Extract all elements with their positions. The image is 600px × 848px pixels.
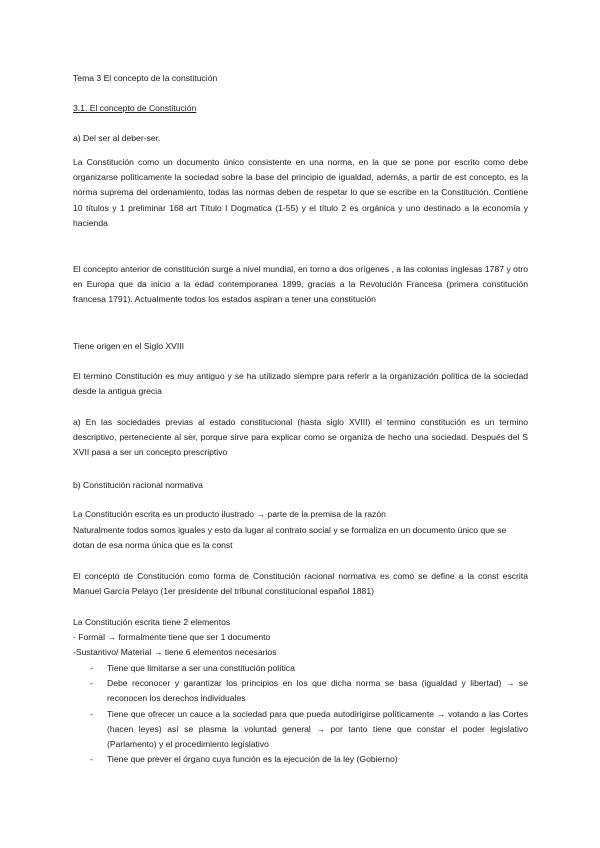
paragraph-5: a) En las sociedades previas al estado constitucional (hasta siglo XVIII) el termino constitución es un termino descriptivo, perteneciente al ser, porque sirve para explicar como se organiza de hecho una sociedad. Después del S XVII pasa a ser un concepto prescriptivo (73, 417, 528, 458)
dash-bullet: - (90, 663, 93, 673)
paragraph-4: El termino Constitución es muy antiguo y se ha utilizado siempre para referir a la organización política de la sociedad desde la antigua grecia (73, 371, 528, 397)
paragraph-3: Tiene origen en el Siglo XVIII (73, 341, 184, 351)
paragraph-6-line-2: Naturalmente todos somos iguales y esto da lugar al contrato social y se formaliza en un documento único que se dotan de esa norma única que es la const (73, 525, 507, 551)
paragraph-1: La Constitución como un documento único consistente en una norma, en la que se pone por escrito como debe organizarse políticamente la sociedad sobre la base del principio de igualdad, además, a partir de est concepto, es la norma suprema del ordenamiento, todas las normas deben de respetar lo que se escribe en la Constitución. Contiene 10 títulos y 1 preliminar 168 art Título I Dogmatica (1-55) y el título 2 es orgánica y uno destinado a la economía y hacienda (73, 157, 528, 228)
dash-bullet: - (90, 754, 93, 765)
section-heading: 3.1. El concepto de Constitución (73, 103, 197, 113)
list-item-text: Debe reconocer y garantizar los principios en los que dicha norma se basa (igualdad y libertad) → se reconocen los derechos individuales (107, 678, 528, 704)
list-item (73, 707, 528, 753)
sustantivo-line: -Sustantivo/ Material → tiene 6 elementos necesarios (73, 647, 277, 657)
list-item-text: Tiene que limitarse a ser una constitución política (107, 663, 295, 673)
paragraph-7: El concepto de Constitución como forma de Constitución racional normativa es como se define a la const escrita Manuel García Pelayo (1er presidente del tribunal constitucional español 1881) (73, 571, 528, 597)
paragraph-2: El concepto anterior de constitución surge a nivel mundial, en torno a dos orígenes , a las colonias inglesas 1787 y otro en Europa que da inicio a la edad contemporanea 1899, gracias a la Revolución Francesa (primera constitución francesa 1791). Actualmente todos los estados aspiran a tener una constitución (73, 264, 528, 305)
paragraph-8: La Constitución escrita tiene 2 elementos (73, 617, 231, 627)
dash-bullet: - (90, 708, 93, 719)
subheading-b: b) Constitución racional normativa (73, 480, 203, 490)
list-item (73, 752, 528, 767)
dash-bullet: - (90, 678, 93, 689)
formal-line: - Formal → formalmente tiene que ser 1 documento (73, 632, 271, 642)
list-item-text: Tiene que prever el órgano cuya función es la ejecución de la ley (Gobierno) (107, 754, 398, 765)
paragraph-6-line-1: La Constitución escrita es un producto ilustrado → parte de la premisa de la razón (73, 509, 386, 519)
list-item-text: Tiene que ofrecer un cauce a la sociedad para que pueda autodirigirse políticamente → votando a las Cortes (hacen leyes) así se plasma la voluntad general → por tanto tiene que constar el poder legislativo (Parlamento) y el procedimiento legislativo (107, 708, 528, 750)
subheading-a: a) Del ser al deber-ser. (73, 133, 161, 143)
doc-title: Tema 3 El concepto de la constitución (73, 73, 218, 83)
list-item (73, 676, 528, 706)
list-item (73, 661, 528, 676)
elements-list (73, 661, 528, 767)
